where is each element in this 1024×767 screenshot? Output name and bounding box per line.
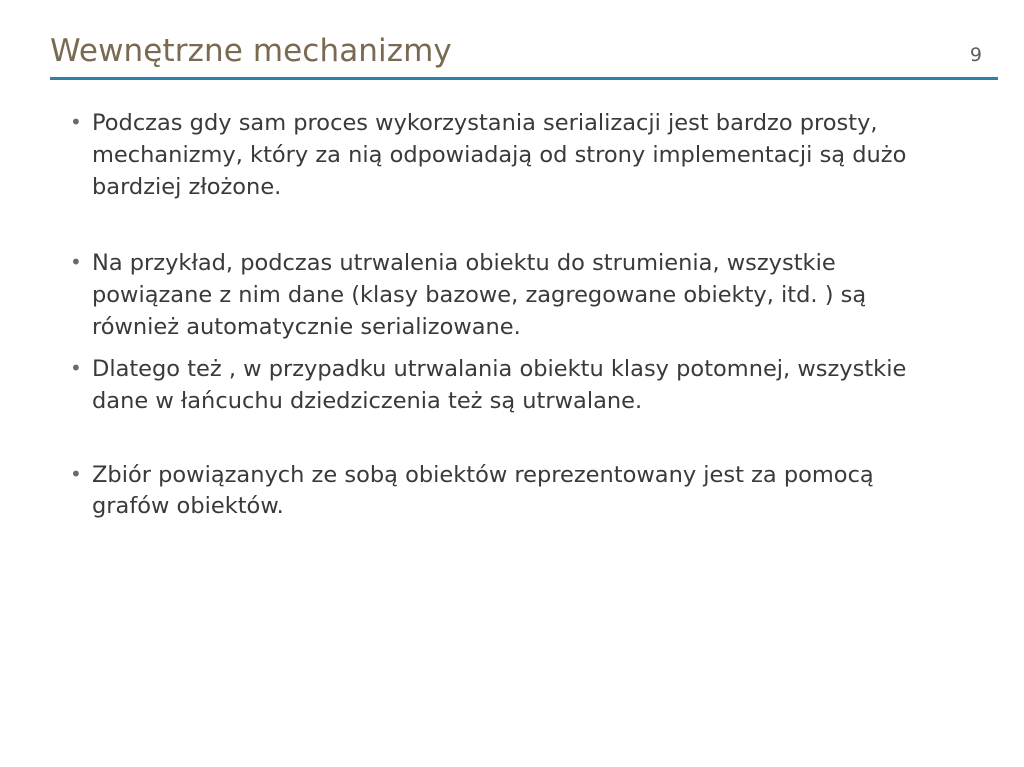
list-item-text: Na przykład, podczas utrwalenia obiektu do strumienia, wszystkie powiązane z nim dane (klasy bazowe, zagregowane obiekty, itd. ) są również automatycznie serializowane. — [92, 249, 867, 340]
header-row — [50, 34, 998, 70]
spacer — [66, 418, 966, 460]
list-item — [66, 248, 966, 344]
list-item-text: Zbiór powiązanych ze sobą obiektów reprezentowany jest za pomocą grafów obiektów. — [92, 461, 874, 520]
list-item-text: Dlatego też , w przypadku utrwalania obiektu klasy potomnej, wszystkie dane w łańcuchu dziedziczenia też są utrwalane. — [92, 355, 907, 414]
bullet-dot-icon: • — [70, 461, 82, 486]
list-item — [66, 460, 966, 524]
bullet-dot-icon: • — [70, 249, 82, 274]
spacer — [66, 204, 966, 248]
list-item — [66, 354, 966, 418]
slide-header — [50, 34, 998, 82]
list-item — [66, 108, 966, 204]
bullet-dot-icon: • — [70, 110, 82, 134]
list-item-text: Podczas gdy sam proces wykorzystania serializacji jest bardzo prosty, mechanizmy, który za nią odpowiadają od strony implementacji są dużo bardziej złożone. — [92, 110, 907, 200]
bullet-dot-icon: • — [70, 355, 82, 380]
spacer — [66, 344, 966, 354]
title-underline-rule — [50, 77, 998, 80]
slide-number: 9 — [969, 44, 982, 67]
page-title: Wewnętrzne mechanizmy — [50, 33, 452, 69]
slide-content — [66, 108, 966, 523]
